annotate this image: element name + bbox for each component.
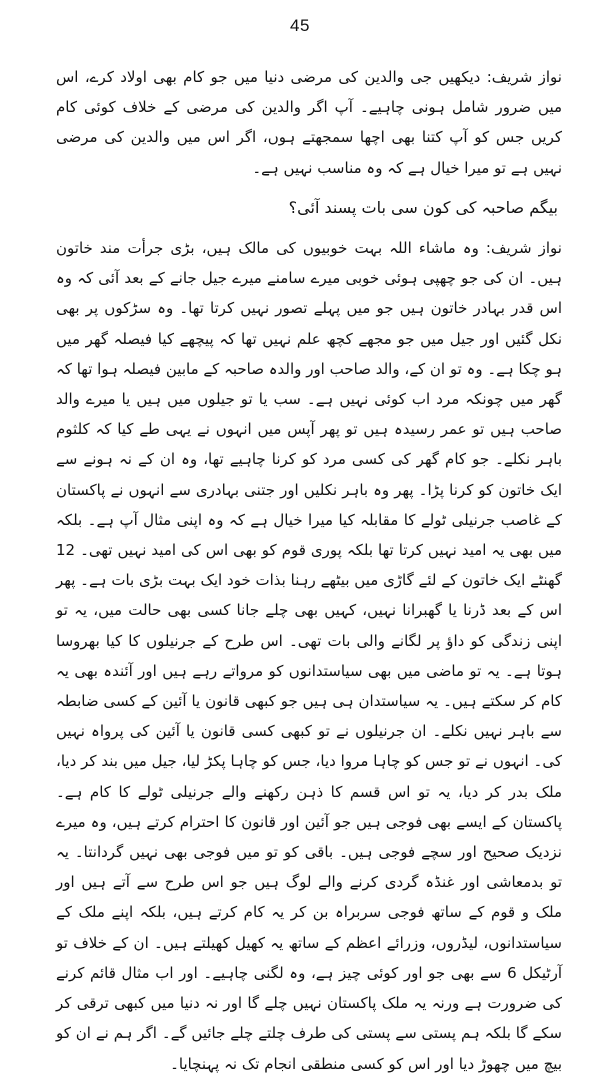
- paragraph-text: وہ ماشاء اللہ بہت خوبیوں کی مالک ہیں، بڑی جرأت مند خاتون ہیں۔ ان کی جو چھپی ہوئی خوبی میرے سامنے میرے جیل جانے کے بعد آئی کہ وہ اس قدر بہادر خاتون ہیں جو میں پہلے تصور نہیں کرتا تھا۔ وہ سڑکوں پر بھی نکل گئیں اور جیل میں جو مجھے کچھ علم نہیں تھا کہ پیچھے کیا فیصلہ گھر میں ہو چکا ہے۔ وہ تو ان کے، والد صاحب اور والدہ صاحبہ کے مابین فیصلہ ہوا تھا کہ گھر میں چونکہ مرد اب کوئی نہیں ہے۔ سب یا تو جیلوں میں ہیں یا میرے والد صاحب ہیں تو عمر رسیدہ ہیں تو پھر آپس میں انہوں نے یہی طے کیا کہ کلثوم باہر نکلے۔ جو کام گھر کی کسی مرد کو کرنا چاہیے تھا، وہ ان کے نہ ہونے سے ایک خاتون کو کرنا پڑا۔ پھر وہ باہر نکلیں اور جتنی بہادری سے انہوں نے پاکستان کے غاصب جرنیلی ٹولے کا مقابلہ کیا میرا خیال ہے کہ وہ اپنی مثال آپ ہے۔ بلکہ میں بھی یہ امید نہیں کرتا تھا بلکہ پوری قوم کو بھی اس کی امید نہیں تھی۔ 12 گھنٹے ایک خاتون کے لئے گاڑی میں بیٹھے رہنا بذات خود ایک بہت بڑی بات ہے۔ پھر اس کے بعد ڈرنا یا گھبرانا نہیں، کہیں بھی چلے جانا کسی بھی حالت میں، یہ تو اپنی زندگی کو داؤ پر لگانے والی بات تھی۔ اس طرح کے جرنیلوں کا کیا بھروسا ہوتا ہے۔ یہ تو ماضی میں بھی سیاستدانوں کو مرواتے رہے ہیں اور آئندہ بھی یہ کام کر سکتے ہیں۔ یہ سیاستدان ہی ہیں جو کبھی قانون یا آئین کے کسی ضابطہ سے باہر نہیں نکلے۔ ان جرنیلوں نے تو کبھی کسی قانون یا آئین کی پرواہ نہیں کی۔ انہوں نے تو جس کو چاہا مروا دیا، جس کو چاہا پکڑ لیا، جیل میں بند کر دیا، ملک بدر کر دیا، یہ تو اس قسم کا ذہن رکھنے والے جرنیلی ٹولے کا کام ہے۔ پاکستان کے ایسے بھی فوجی ہیں جو آئین اور قانون کا احترام کرتے ہیں، وہ میرے نزدیک صحیح اور سچے فوجی ہیں۔ باقی کو تو میں فوجی بھی نہیں گردانتا۔ یہ تو بدمعاشی اور غنڈہ گردی کرنے والے لوگ ہیں جو اس طرح سے آتے ہیں اور ملک و قوم کے ساتھ فوجی سربراہ بن کر یہ کام کرتے ہیں، بلکہ اپنے ملک کے سیاستدانوں، لیڈروں، وزرائے اعظم کے ساتھ یہ کھیل کھیلتے ہیں۔ ان کے خلاف تو آرٹیکل 6 سے بھی جو اور کوئی چیز ہے، وہ لگنی چاہیے۔ اور اب مثال قائم کرنے کی ضرورت ہے ورنہ یہ ملک پاکستان نہیں چلے گا اور نہ دنیا میں کبھی ترقی کر سکے گا بلکہ ہم پستی سے پستی کی طرف چلتے چلے جائیں گے۔ اگر ہم نے ان کو بیچ میں چھوڑ دیا اور اس کو کسی منطقی انجام تک نہ پہنچایا۔: [56, 239, 563, 1073]
- speaker-label: نواز شریف:: [480, 68, 562, 86]
- interview-question: [56, 193, 562, 223]
- page-text-body: [56, 62, 562, 1079]
- question-text: بیگم صاحبہ کی کون سی بات پسند آئی؟: [288, 197, 558, 217]
- page-number: 45: [290, 16, 310, 35]
- paragraph-text: دیکھیں جی والدین کی مرضی دنیا میں جو کام بھی اولاد کرے، اس میں ضرور شامل ہونی چاہیے۔ آپ اگر والدین کی مرضی کے خلاف کوئی کام کریں جس کو آپ کتنا بھی اچھا سمجھتے ہوں، اگر اس میں والدین کی مرضی نہیں ہے تو میرا خیال ہے کہ وہ مناسب نہیں ہے۔: [56, 68, 562, 177]
- speaker-label: نواز شریف:: [478, 239, 562, 258]
- paragraph-begum-sahiba: [56, 233, 562, 1079]
- paragraph-parental-consent: [56, 62, 562, 183]
